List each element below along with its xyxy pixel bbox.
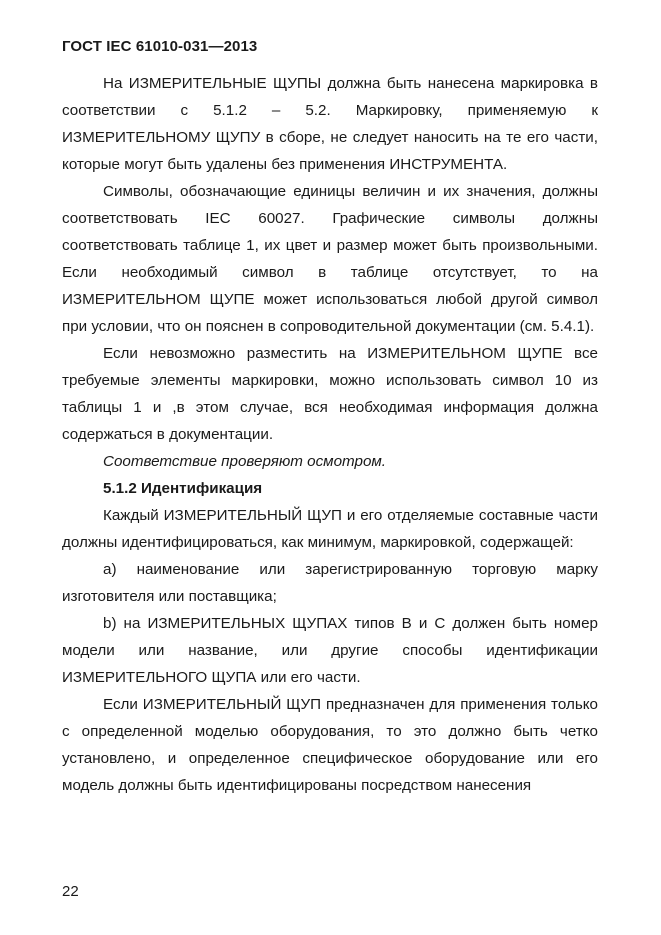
list-item-a: a) наименование или зарегистрированную торговую марку изготовителя или поставщика; xyxy=(62,561,598,605)
page-number: 22 xyxy=(62,883,79,900)
page-header-standard-title: ГОСТ IEC 61010-031—2013 xyxy=(62,38,258,55)
paragraph-compliance-check: Соответствие проверяют осмотром. xyxy=(103,453,387,470)
paragraph-identification-intro: Каждый ИЗМЕРИТЕЛЬНЫЙ ЩУП и его отделяемые составные части должны идентифицироваться, как минимум, маркировкой, содержащей: xyxy=(62,507,598,551)
paragraph-marking-requirements: На ИЗМЕРИТЕЛЬНЫЕ ЩУПЫ должна быть нанесена маркировка в соответствии с 5.1.2 – 5.2. Маркировку, применяемую к ИЗМЕРИТЕЛЬНОМУ ЩУПУ в сборе, не следует наносить на те его части, которые могут быть удалены без применения ИНСТРУМЕНТА. xyxy=(62,75,598,173)
list-item-b: b) на ИЗМЕРИТЕЛЬНЫХ ЩУПАХ типов B и C должен быть номер модели или название, или другие способы идентификации ИЗМЕРИТЕЛЬНОГО ЩУПА или его части. xyxy=(62,615,598,686)
paragraph-symbol-10: Если невозможно разместить на ИЗМЕРИТЕЛЬНОМ ЩУПЕ все требуемые элементы маркировки, можно использовать символ 10 из таблицы 1 и ,в этом случае, вся необходимая информация должна содержаться в документации. xyxy=(62,345,598,443)
paragraph-symbols: Символы, обозначающие единицы величин и их значения, должны соответствовать IEC 60027. Графические символы должны соответствовать таблице 1, их цвет и размер может быть произвольными. Если необходимый символ в таблице отсутствует, то на ИЗМЕРИТЕЛЬНОМ ЩУПЕ может использоваться любой другой символ при условии, что он пояснен в сопроводительной документации (см. 5.4.1). xyxy=(62,183,598,335)
paragraph-specific-equipment: Если ИЗМЕРИТЕЛЬНЫЙ ЩУП предназначен для применения только с определенной моделью оборудования, то это должно быть четко установлено, и определенное специфическое оборудование или его модель должны быть идентифицированы посредством нанесения xyxy=(62,696,598,794)
document-body xyxy=(62,70,598,799)
section-heading-identification: 5.1.2 Идентификация xyxy=(103,480,263,497)
